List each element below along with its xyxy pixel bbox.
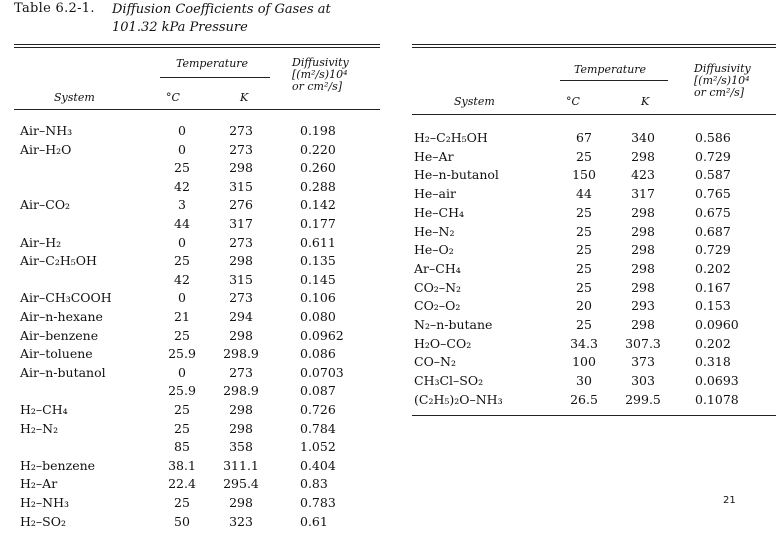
table-title-line2: 101.32 kPa Pressure [112, 20, 248, 35]
cell-celsius: 25 [174, 420, 190, 436]
cell-diffusivity: 0.765 [695, 186, 731, 202]
cell-celsius: 25 [576, 223, 592, 239]
cell-system: Air–C₂H₅OH [20, 253, 97, 269]
cell-kelvin: 303 [631, 373, 655, 389]
table-title-line1: Diffusion Coefficients of Gases at [112, 2, 331, 17]
cell-celsius: 25 [174, 402, 190, 417]
cell-diffusivity: 0.260 [300, 160, 336, 176]
cell-diffusivity: 0.167 [695, 279, 731, 295]
cell-celsius: 85 [174, 439, 190, 455]
cell-kelvin: 294 [229, 309, 253, 324]
cell-kelvin: 273 [229, 141, 253, 157]
cell-kelvin: 373 [631, 354, 655, 370]
cell-kelvin: 298 [229, 402, 253, 417]
left-header-kelvin: K [240, 91, 249, 104]
cell-celsius: 26.5 [570, 391, 598, 407]
cell-system: H₂–Ar [20, 476, 58, 492]
cell-diffusivity: 0.784 [300, 420, 336, 436]
cell-system: Air–CO₂ [20, 197, 71, 213]
cell-system: H₂–benzene [20, 457, 96, 473]
cell-celsius: 25 [576, 279, 592, 295]
cell-diffusivity: 0.135 [300, 253, 336, 269]
left-header-rule [14, 109, 380, 110]
cell-system: N₂–n-butane [414, 317, 493, 332]
right-temperature-rule [560, 80, 668, 81]
cell-diffusivity: 0.318 [695, 354, 731, 370]
cell-diffusivity: 0.153 [695, 298, 731, 314]
cell-system: CH₃Cl–SO₂ [414, 373, 484, 389]
cell-diffusivity: 0.080 [300, 309, 336, 324]
cell-diffusivity: 0.202 [695, 335, 731, 351]
cell-kelvin: 358 [229, 439, 253, 455]
cell-celsius: 21 [174, 309, 190, 324]
cell-kelvin: 323 [229, 513, 253, 529]
cell-kelvin: 298 [229, 160, 253, 176]
cell-diffusivity: 0.0703 [300, 364, 344, 380]
left-diffusivity-line1: Diffusivity [292, 56, 349, 69]
cell-kelvin: 273 [229, 364, 253, 380]
cell-kelvin: 298.9 [223, 346, 259, 362]
cell-celsius: 34.3 [570, 335, 598, 351]
right-top-rule-2 [412, 47, 776, 48]
cell-system: He–O₂ [414, 242, 454, 258]
left-header-diffusivity [292, 57, 349, 93]
cell-diffusivity: 0.675 [695, 204, 731, 220]
cell-celsius: 44 [576, 186, 592, 202]
cell-system: CO₂–O₂ [414, 298, 461, 314]
cell-diffusivity: 0.087 [300, 383, 336, 399]
cell-system: H₂–CH₄ [20, 402, 68, 417]
cell-system: Air–H₂ [20, 234, 62, 250]
cell-celsius: 30 [576, 373, 592, 389]
cell-kelvin: 298 [631, 242, 655, 258]
cell-celsius: 38.1 [168, 457, 196, 473]
cell-celsius: 25 [174, 160, 190, 176]
cell-kelvin: 298 [631, 279, 655, 295]
cell-system: Air–toluene [20, 346, 93, 362]
right-header-diffusivity [694, 63, 751, 99]
cell-diffusivity: 0.783 [300, 495, 336, 510]
cell-kelvin: 315 [229, 271, 253, 287]
cell-diffusivity: 0.729 [695, 148, 731, 164]
right-header-kelvin: K [641, 95, 650, 108]
cell-system: Ar–CH₄ [414, 260, 461, 276]
cell-system: H₂–SO₂ [20, 513, 66, 529]
left-top-rule [14, 44, 380, 45]
cell-diffusivity: 0.202 [695, 260, 731, 276]
cell-diffusivity: 0.0960 [695, 317, 739, 332]
right-diffusivity-line1: Diffusivity [694, 62, 751, 75]
cell-kelvin: 273 [229, 290, 253, 306]
cell-celsius: 3 [178, 197, 186, 213]
cell-kelvin: 298 [631, 223, 655, 239]
cell-kelvin: 423 [631, 167, 655, 183]
cell-kelvin: 298 [631, 317, 655, 332]
cell-celsius: 42 [174, 271, 190, 287]
cell-celsius: 100 [572, 354, 596, 370]
cell-diffusivity: 0.1078 [695, 391, 739, 407]
right-diffusivity-line2: [(m²/s)10⁴ [694, 74, 750, 87]
cell-diffusivity: 0.106 [300, 290, 336, 306]
cell-system: Air–n-butanol [20, 364, 106, 380]
cell-diffusivity: 0.726 [300, 402, 336, 417]
cell-kelvin: 298 [631, 204, 655, 220]
right-header-temperature: Temperature [574, 63, 647, 76]
right-bottom-rule [412, 415, 776, 416]
cell-system: He–air [414, 186, 456, 202]
cell-celsius: 20 [576, 298, 592, 314]
cell-system: CO₂–N₂ [414, 279, 462, 295]
cell-kelvin: 340 [631, 130, 655, 145]
right-header-system: System [454, 95, 495, 108]
cell-system: (C₂H₅)₂O–NH₃ [414, 391, 503, 407]
cell-diffusivity: 0.729 [695, 242, 731, 258]
cell-diffusivity: 0.142 [300, 197, 336, 213]
cell-system: Air–CH₃COOH [20, 290, 112, 306]
cell-kelvin: 298 [631, 260, 655, 276]
cell-system: Air–n-hexane [20, 309, 103, 324]
cell-celsius: 25 [576, 204, 592, 220]
cell-system: He–n-butanol [414, 167, 499, 183]
cell-celsius: 42 [174, 178, 190, 194]
cell-diffusivity: 0.145 [300, 271, 336, 287]
cell-system: CO–N₂ [414, 354, 457, 370]
cell-celsius: 150 [572, 167, 596, 183]
cell-kelvin: 273 [229, 123, 253, 138]
cell-celsius: 25 [576, 317, 592, 332]
cell-diffusivity: 0.83 [300, 476, 328, 492]
cell-kelvin: 298 [229, 495, 253, 510]
cell-celsius: 44 [174, 216, 190, 231]
cell-diffusivity: 0.587 [695, 167, 731, 183]
left-temperature-rule [160, 77, 270, 78]
cell-celsius: 25 [174, 327, 190, 343]
cell-diffusivity: 0.177 [300, 216, 336, 231]
cell-kelvin: 311.1 [223, 457, 259, 473]
cell-celsius: 0 [178, 123, 186, 138]
page-number: 21 [723, 495, 736, 506]
cell-celsius: 25.9 [168, 383, 196, 399]
cell-system: Air–NH₃ [20, 123, 73, 138]
left-diffusivity-line3: or cm²/s] [292, 80, 343, 93]
cell-celsius: 25.9 [168, 346, 196, 362]
cell-diffusivity: 0.0962 [300, 327, 344, 343]
cell-kelvin: 315 [229, 178, 253, 194]
cell-kelvin: 298 [229, 253, 253, 269]
cell-system: Air–H₂O [20, 141, 72, 157]
left-header-celsius: °C [166, 91, 180, 104]
cell-system: H₂–C₂H₅OH [414, 130, 488, 145]
cell-diffusivity: 0.586 [695, 130, 731, 145]
left-header-system: System [54, 91, 95, 104]
cell-celsius: 0 [178, 364, 186, 380]
cell-kelvin: 295.4 [223, 476, 259, 492]
cell-diffusivity: 0.404 [300, 457, 336, 473]
cell-system: He–N₂ [414, 223, 455, 239]
cell-celsius: 22.4 [168, 476, 196, 492]
cell-diffusivity: 1.052 [300, 439, 336, 455]
cell-system: He–CH₄ [414, 204, 465, 220]
cell-system: H₂–NH₃ [20, 495, 70, 510]
cell-diffusivity: 0.687 [695, 223, 731, 239]
cell-celsius: 50 [174, 513, 190, 529]
cell-system: Air–benzene [20, 327, 99, 343]
cell-celsius: 25 [576, 242, 592, 258]
cell-system: H₂O–CO₂ [414, 335, 472, 351]
cell-diffusivity: 0.086 [300, 346, 336, 362]
cell-celsius: 67 [576, 130, 592, 145]
cell-kelvin: 298.9 [223, 383, 259, 399]
cell-diffusivity: 0.198 [300, 123, 336, 138]
table-label: Table 6.2-1. [14, 1, 95, 16]
cell-kelvin: 299.5 [625, 391, 661, 407]
cell-celsius: 25 [174, 495, 190, 510]
cell-system: He–Ar [414, 148, 454, 164]
cell-celsius: 0 [178, 290, 186, 306]
left-diffusivity-line2: [(m²/s)10⁴ [292, 68, 348, 81]
left-top-rule-2 [14, 47, 380, 48]
right-top-rule [412, 44, 776, 45]
cell-kelvin: 307.3 [625, 335, 661, 351]
cell-diffusivity: 0.61 [300, 513, 328, 529]
cell-diffusivity: 0.288 [300, 178, 336, 194]
cell-kelvin: 298 [631, 148, 655, 164]
cell-diffusivity: 0.611 [300, 234, 336, 250]
cell-kelvin: 276 [229, 197, 253, 213]
cell-celsius: 0 [178, 141, 186, 157]
cell-kelvin: 298 [229, 420, 253, 436]
right-diffusivity-line3: or cm²/s] [694, 86, 745, 99]
right-header-rule [412, 114, 776, 115]
cell-kelvin: 273 [229, 234, 253, 250]
cell-kelvin: 317 [229, 216, 253, 231]
table-title [112, 1, 331, 37]
cell-celsius: 25 [576, 148, 592, 164]
cell-kelvin: 317 [631, 186, 655, 202]
cell-celsius: 0 [178, 234, 186, 250]
right-header-celsius: °C [566, 95, 580, 108]
cell-system: H₂–N₂ [20, 420, 59, 436]
left-header-temperature: Temperature [176, 57, 249, 70]
cell-celsius: 25 [576, 260, 592, 276]
cell-diffusivity: 0.0693 [695, 373, 739, 389]
cell-kelvin: 293 [631, 298, 655, 314]
cell-kelvin: 298 [229, 327, 253, 343]
cell-celsius: 25 [174, 253, 190, 269]
cell-diffusivity: 0.220 [300, 141, 336, 157]
